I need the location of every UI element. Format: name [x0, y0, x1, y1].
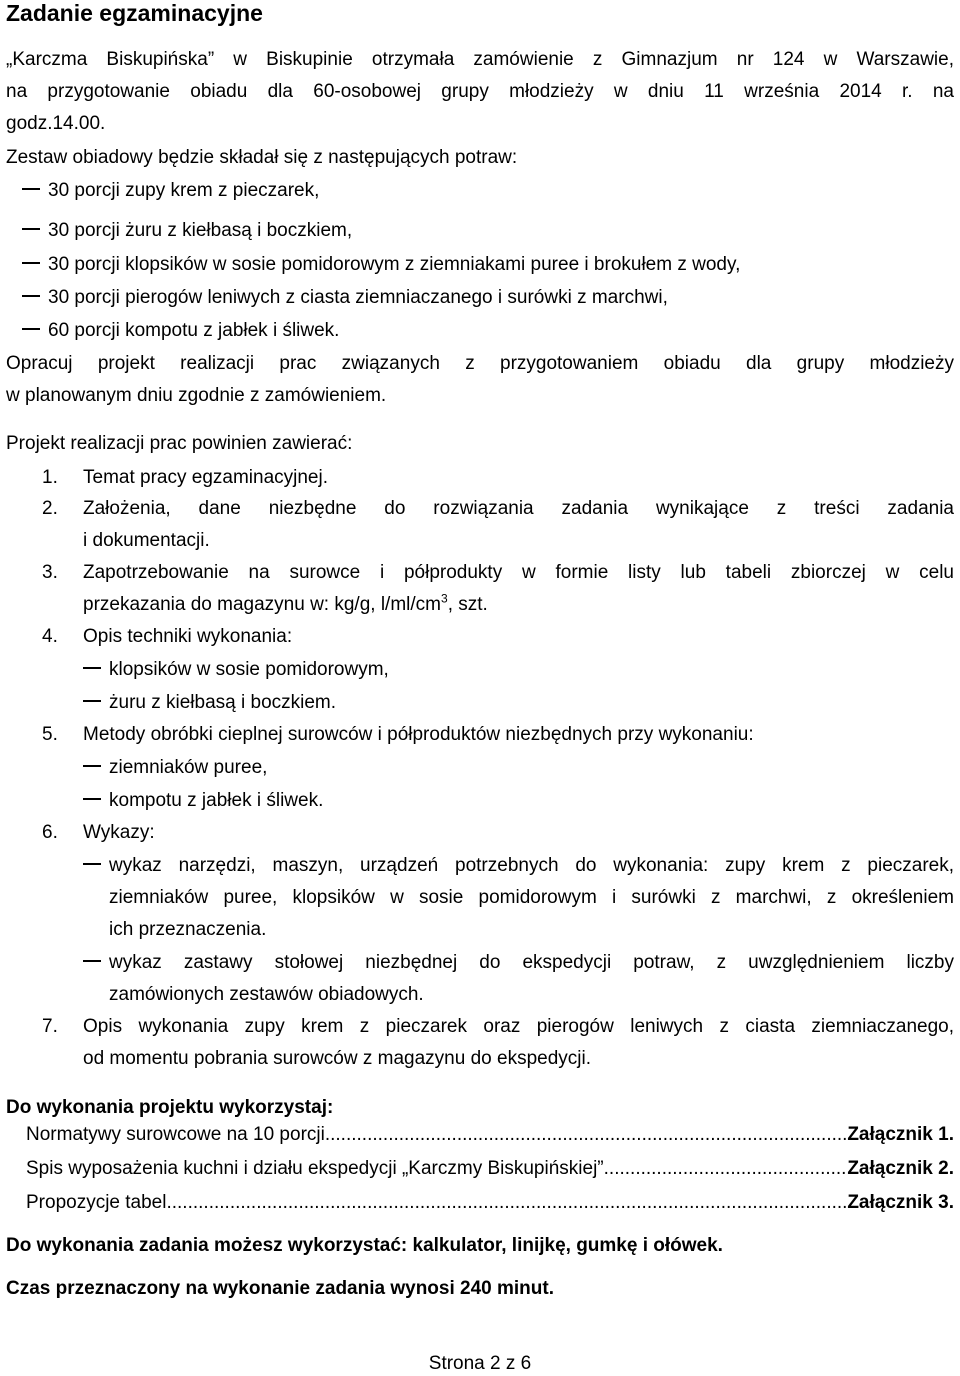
dash-bullet: [22, 262, 40, 264]
item-text: Zapotrzebowanie na surowce i półprodukty w formie listy lub tabeli zbiorczej w celu: [83, 562, 954, 583]
attachment-row: Normatywy surowcowe na 10 porcji. ..... Załącznik 1.: [26, 1119, 954, 1151]
dash-bullet: [83, 798, 101, 800]
dash-bullet: [83, 667, 101, 669]
dash-bullet: [83, 765, 101, 767]
dash-bullet: [83, 863, 101, 865]
resources-heading: Do wykonania projektu wykorzystaj:: [6, 1097, 334, 1118]
leader-dots: [330, 1119, 847, 1151]
item-number: 5.: [42, 724, 58, 745]
list-item: kompotu z jabłek i śliwek.: [83, 785, 323, 817]
list-item: 30 porcji żuru z kiełbasą i boczkiem,: [22, 215, 352, 247]
item-number: 7.: [42, 1016, 58, 1037]
item-text: i dokumentacji.: [83, 530, 210, 551]
list-item: wykaz zastawy stołowej niezbędnej do ekspedycji potraw, z uwzględnieniem liczby: [83, 947, 954, 979]
item-number: 1.: [42, 467, 58, 488]
list-item-continuation: ich przeznaczenia.: [109, 919, 267, 940]
list-item: 30 porcji pierogów leniwych z ciasta ziemniaczanego i surówki z marchwi,: [22, 282, 668, 314]
list-item: 60 porcji kompotu z jabłek i śliwek.: [22, 315, 339, 347]
dash-bullet: [22, 228, 40, 230]
task-line-2: w planowanym dniu zgodnie z zamówieniem.: [6, 385, 387, 406]
leader-dots: [166, 1187, 847, 1219]
list-item: żuru z kiełbasą i boczkiem.: [83, 687, 336, 719]
attachment-row: Propozycje tabel ..... Załącznik 3.: [26, 1187, 954, 1219]
item-text: Temat pracy egzaminacyjnej.: [83, 467, 328, 488]
list-item: ziemniaków puree,: [83, 752, 267, 784]
item-number: 6.: [42, 822, 58, 843]
task-line-1: Opracuj projekt realizacji prac związanych z przygotowaniem obiadu dla grupy młodzieży: [6, 353, 954, 374]
project-heading: Projekt realizacji prac powinien zawierać:: [6, 433, 353, 454]
list-item-continuation: zamówionych zestawów obiadowych.: [109, 984, 424, 1005]
intro-line-3: godz.14.00.: [6, 113, 106, 134]
time-note: Czas przeznaczony na wykonanie zadania wynosi 240 minut.: [6, 1278, 554, 1299]
list-item: 30 porcji zupy krem z pieczarek,: [22, 175, 319, 207]
item-number: 3.: [42, 562, 58, 583]
intro-line-2: na przygotowanie obiadu dla 60-osobowej grupy młodzieży w dniu 11 września 2014 r. na: [6, 81, 954, 102]
item-text: Opis techniki wykonania:: [83, 626, 293, 647]
attachment-row: Spis wyposażenia kuchni i działu ekspedycji „Karczmy Biskupińskiej” ..... Załącznik 2.: [26, 1153, 954, 1185]
page-number: Strona 2 z 6: [428, 1353, 532, 1374]
item-text: Założenia, dane niezbędne do rozwiązania zadania wynikające z treści zadania: [83, 498, 954, 519]
list-item: wykaz narzędzi, maszyn, urządzeń potrzebnych do wykonania: zupy krem z pieczarek,: [83, 850, 954, 882]
tools-note: Do wykonania zadania możesz wykorzystać: kalkulator, linijkę, gumkę i ołówek.: [6, 1235, 723, 1256]
item-text: Opis wykonania zupy krem z pieczarek oraz pierogów leniwych z ciasta ziemniaczanego,: [83, 1016, 954, 1037]
dash-bullet: [83, 960, 101, 962]
item-number: 2.: [42, 498, 58, 519]
dash-bullet: [22, 328, 40, 330]
item-number: 4.: [42, 626, 58, 647]
list-item: klopsików w sosie pomidorowym,: [83, 654, 389, 686]
item-text: Wykazy:: [83, 822, 155, 843]
leader-dots: [604, 1153, 848, 1185]
item-text: Metody obróbki cieplnej surowców i półproduktów niezbędnych przy wykonaniu:: [83, 724, 754, 745]
dash-bullet: [83, 700, 101, 702]
list-item: 30 porcji klopsików w sosie pomidorowym z ziemniakami puree i brokułem z wody,: [22, 249, 740, 281]
item-text: przekazania do magazynu w: kg/g, $l/ml/cm^3$, szt.: [83, 591, 488, 615]
item-text: od momentu pobrania surowców z magazynu do ekspedycji.: [83, 1048, 591, 1069]
intro-line-4: Zestaw obiadowy będzie składał się z następujących potraw:: [6, 147, 518, 168]
dash-bullet: [22, 295, 40, 297]
intro-line-1: „Karczma Biskupińska” w Biskupinie otrzymała zamówienie z Gimnazjum nr 124 w Warszawie,: [6, 49, 954, 70]
dash-bullet: [22, 188, 40, 190]
page-title: Zadanie egzaminacyjne: [6, 0, 263, 26]
list-item-continuation: ziemniaków puree, klopsików w sosie pomidorowym i surówki z marchwi, z określeniem: [109, 887, 954, 908]
